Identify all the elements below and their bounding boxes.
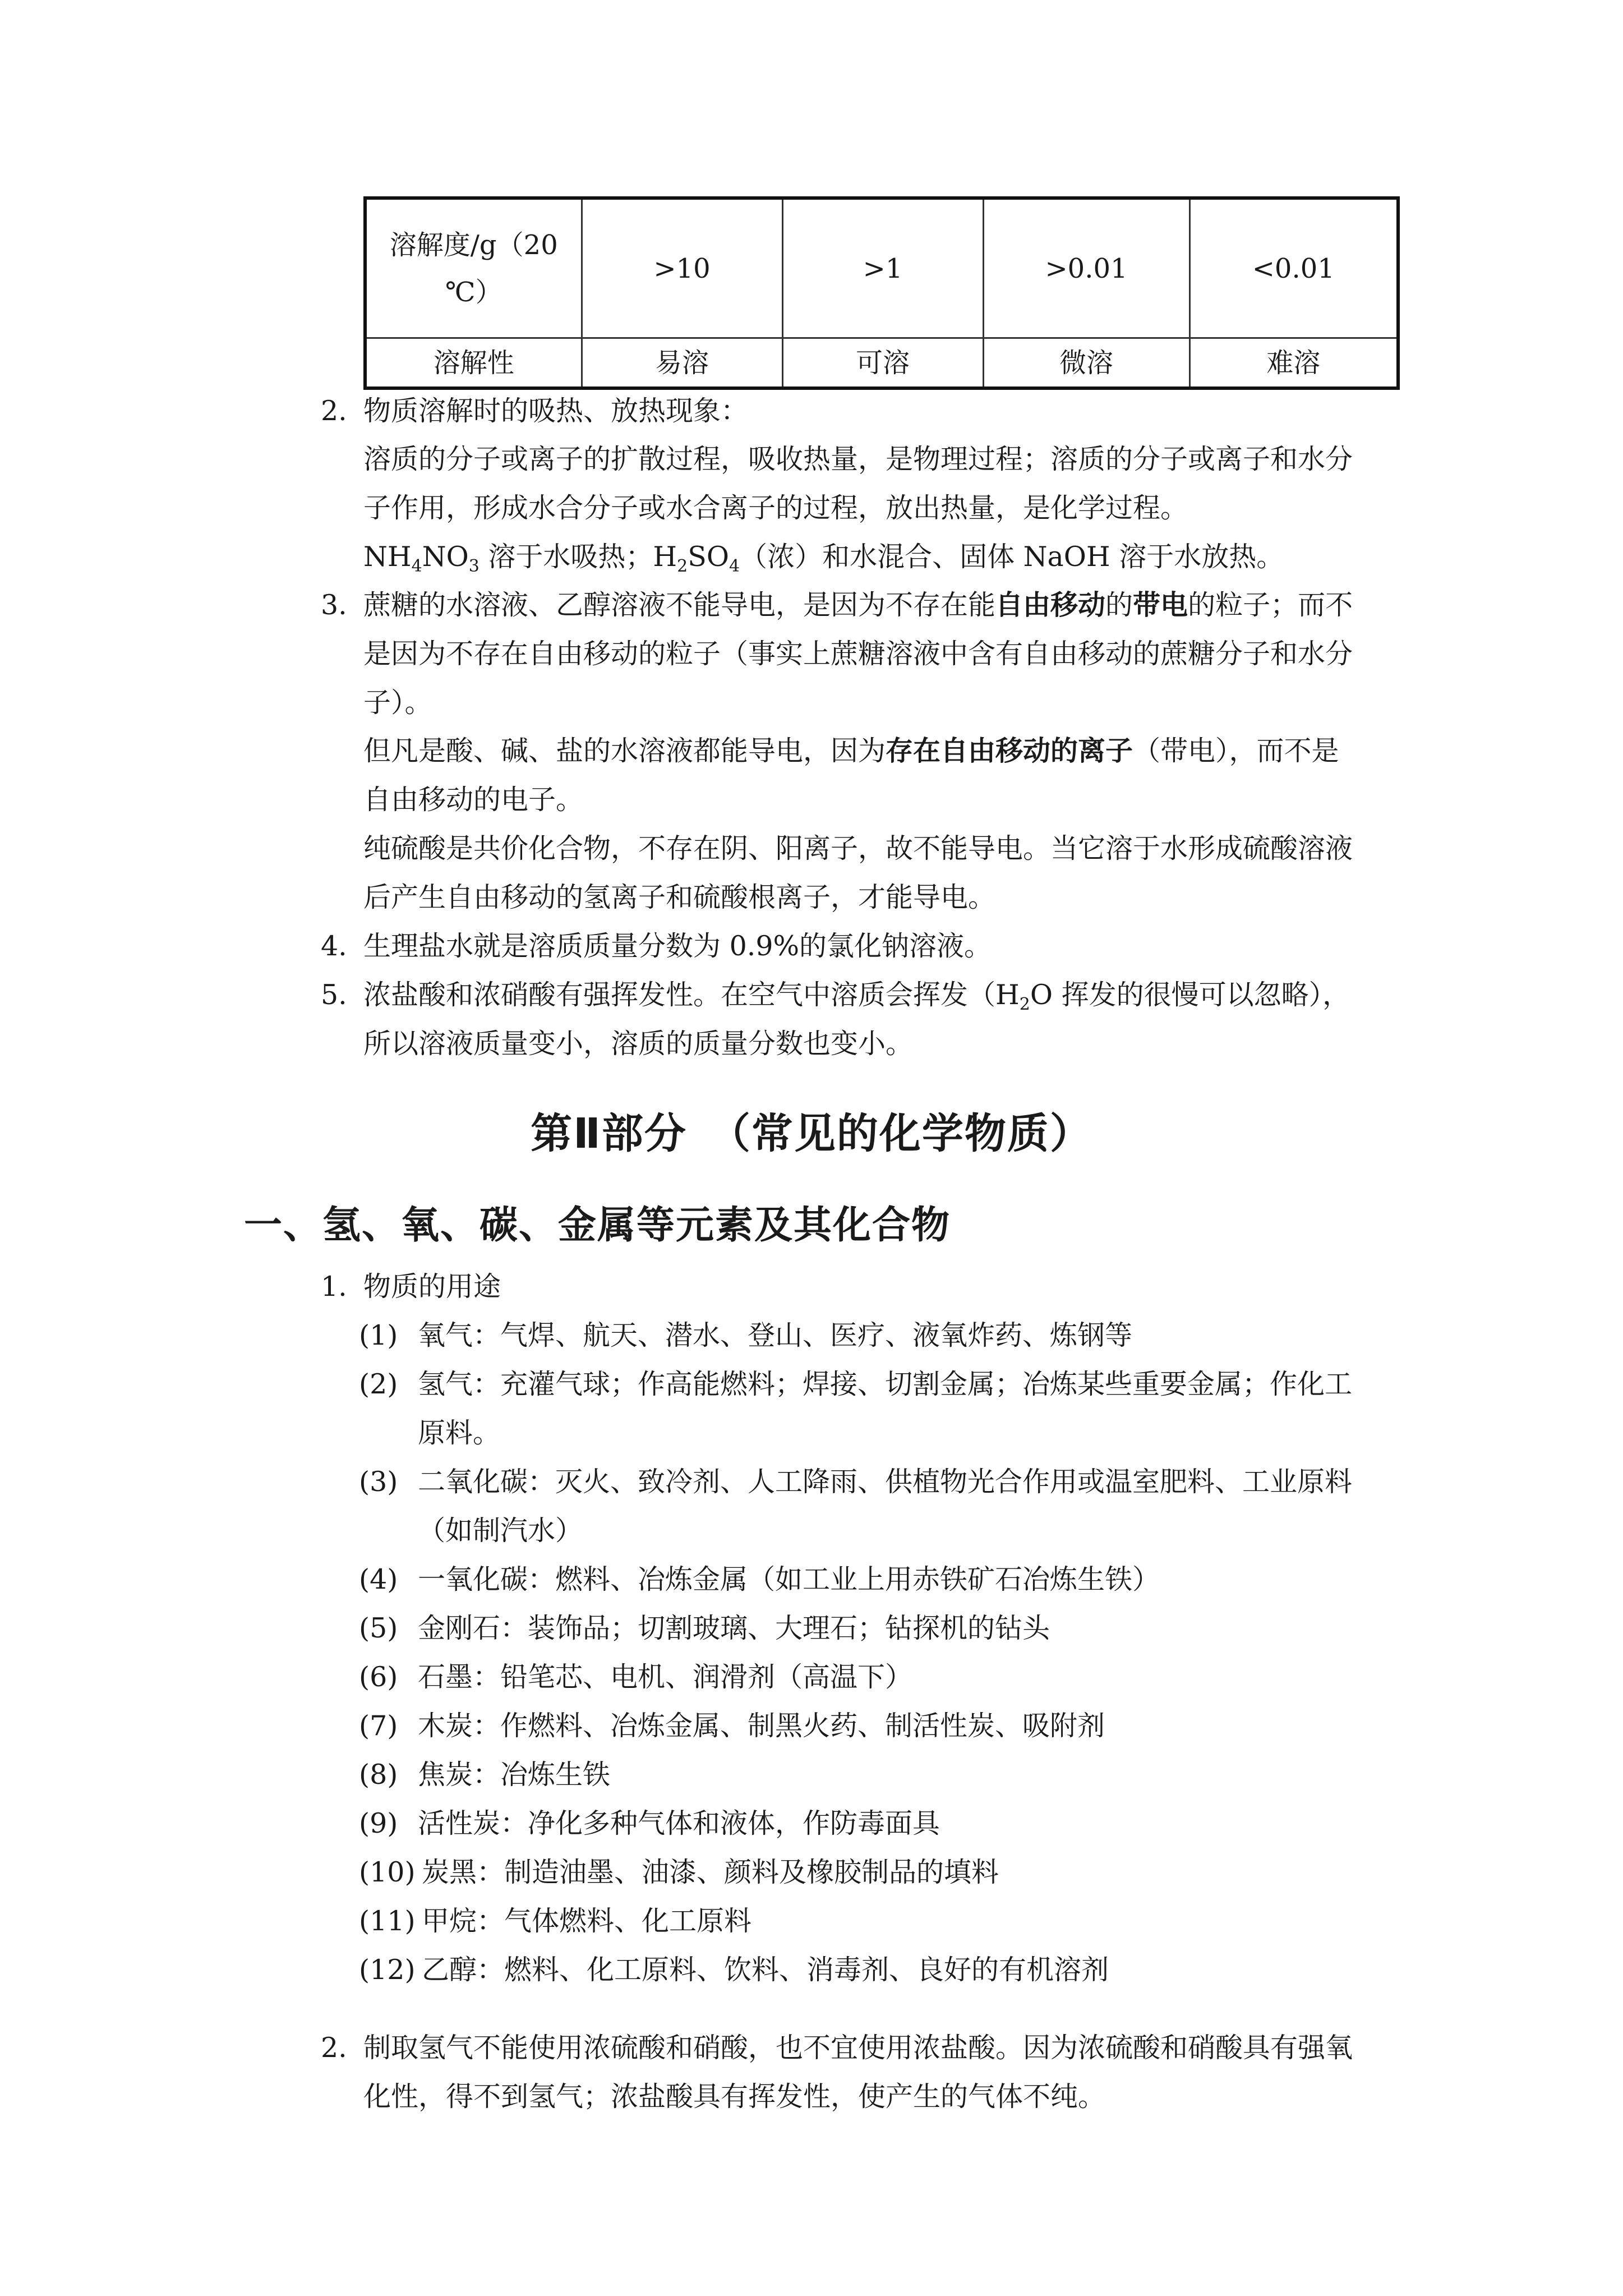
table-row [365,198,1398,338]
list-item-number: (2) [359,1368,398,1400]
list-item-number: (3) [359,1466,398,1498]
list-item: 炭黑：制造油墨、油漆、颜料及橡胶制品的填料 [422,1856,999,1888]
table-cell: 可溶 [782,338,983,389]
list-item-number: (9) [359,1807,398,1839]
list-item-continuation: 原料。 [418,1417,501,1449]
paragraph-line: 所以溶液质量变小，溶质的质量分数也变小。 [363,1028,914,1060]
text-part: O 挥发的很慢可以忽略）， [1030,979,1350,1011]
table-cell: 难溶 [1189,338,1398,389]
list-number: 4. [321,930,347,962]
formula-part: SO [688,541,729,573]
list-item: 一氧化碳：燃料、冶炼金属（如工业上用赤铁矿石冶炼生铁） [418,1563,1160,1595]
table-cell: >10 [582,198,782,338]
table-cell: 微溶 [983,338,1189,389]
paragraph-line [363,541,1284,574]
section-title: 一、氢、氧、碳、金属等元素及其化合物 [244,1203,951,1248]
list-item: 活性炭：净化多种气体和液体，作防毒面具 [418,1807,940,1839]
formula-part: NH [363,541,412,573]
list-item-number: (11) [359,1905,416,1937]
text-part: 的粒子；而不 [1188,589,1353,621]
text-part: 浓盐酸和浓硝酸有强挥发性。在空气中溶质会挥发（H [363,979,1020,1011]
list-item: 金刚石：装饰品；切割玻璃、大理石；钻探机的钻头 [418,1612,1050,1644]
list-number: 2. [321,2032,347,2064]
list-item-number: (12) [359,1954,416,1986]
list-item: 氢气：充灌气球；作高能燃料；焊接、切割金属；冶炼某些重要金属；作化工 [418,1368,1353,1400]
part-title: 第Ⅱ部分 （常见的化学物质） [531,1110,1092,1158]
subscript: 4 [411,556,422,576]
paragraph-line: 子作用，形成水合分子或水合离子的过程，放出热量，是化学过程。 [363,492,1188,524]
paragraph-line: 制取氢气不能使用浓硫酸和硝酸，也不宜使用浓盐酸。因为浓硫酸和硝酸具有强氧 [363,2032,1353,2064]
table-cell: <0.01 [1189,198,1398,338]
item-title: 物质溶解时的吸热、放热现象： [363,395,749,427]
list-item: 木炭：作燃料、冶炼金属、制黑火药、制活性炭、吸附剂 [418,1710,1105,1742]
list-item-number: (4) [359,1563,398,1595]
subscript: 2 [1019,995,1030,1014]
subscript: 2 [677,556,688,576]
table-cell: >0.01 [983,198,1189,338]
paragraph-line [363,589,1353,622]
list-number: 5. [321,979,347,1011]
table-cell: 溶解度/g（20 ℃） [365,198,582,338]
paragraph-line: 纯硫酸是共价化合物，不存在阴、阳离子，故不能导电。当它溶于水形成硫酸溶液 [363,832,1353,864]
item-title: 物质的用途 [363,1271,501,1303]
paragraph-line: 化性，得不到氢气；浓盐酸具有挥发性，使产生的气体不纯。 [363,2081,1106,2113]
list-item-number: (6) [359,1661,398,1693]
table-row [365,338,1398,389]
text-part: 蔗糖的水溶液、乙醇溶液不能导电，是因为不存在能 [363,589,996,621]
paragraph-line: 后产生自由移动的氢离子和硫酸根离子，才能导电。 [363,881,996,913]
list-item: 氧气：气焊、航天、潜水、登山、医疗、液氧炸药、炼钢等 [418,1319,1133,1351]
list-item: 石墨：铅笔芯、电机、润滑剂（高温下） [418,1661,913,1693]
bold-text: 存在自由移动的离子 [886,735,1133,767]
list-item: 二氧化碳：灭火、致冷剂、人工降雨、供植物光合作用或温室肥料、工业原料 [418,1466,1353,1498]
list-item-continuation: （如制汽水） [418,1515,583,1547]
table-cell: 溶解性 [365,338,582,389]
subscript: 4 [729,556,740,576]
list-item: 乙醇：燃料、化工原料、饮料、消毒剂、良好的有机溶剂 [422,1954,1109,1986]
text-part: （浓）和水混合、固体 NaOH 溶于水放热。 [740,541,1284,573]
list-item: 甲烷：气体燃料、化工原料 [422,1905,752,1937]
text-part: 的 [1105,589,1133,621]
text-part: 溶于水吸热；H [479,541,677,573]
bold-text: 自由移动 [995,589,1106,621]
formula-part: NO [422,541,469,573]
list-item: 焦炭：冶炼生铁 [418,1759,611,1791]
paragraph-line: 是因为不存在自由移动的粒子（事实上蔗糖溶液中含有自由移动的蔗糖分子和水分 [363,638,1353,670]
bold-text: 带电 [1133,589,1188,621]
list-number: 2. [321,395,347,427]
text-part: 但凡是酸、碱、盐的水溶液都能导电，因为 [363,735,886,767]
text-part: （带电），而不是 [1133,735,1339,767]
list-number: 3. [321,589,347,621]
table-cell: 易溶 [582,338,782,389]
subscript: 3 [468,556,479,576]
paragraph-line: 子）。 [363,687,432,719]
solubility-table [363,196,1400,390]
list-item-number: (1) [359,1319,398,1351]
paragraph-line: 自由移动的电子。 [363,784,584,816]
list-item-number: (10) [359,1856,416,1888]
table-cell: >1 [782,198,983,338]
list-item-number: (5) [359,1612,398,1644]
list-item-number: (8) [359,1759,398,1791]
paragraph-line: 生理盐水就是溶质质量分数为 0.9%的氯化钠溶液。 [363,930,992,962]
list-item-number: (7) [359,1710,398,1742]
paragraph-line [363,735,1339,768]
paragraph-line [363,979,1350,1012]
paragraph-line: 溶质的分子或离子的扩散过程，吸收热量，是物理过程；溶质的分子或离子和水分 [363,443,1353,475]
list-number: 1. [321,1271,347,1303]
